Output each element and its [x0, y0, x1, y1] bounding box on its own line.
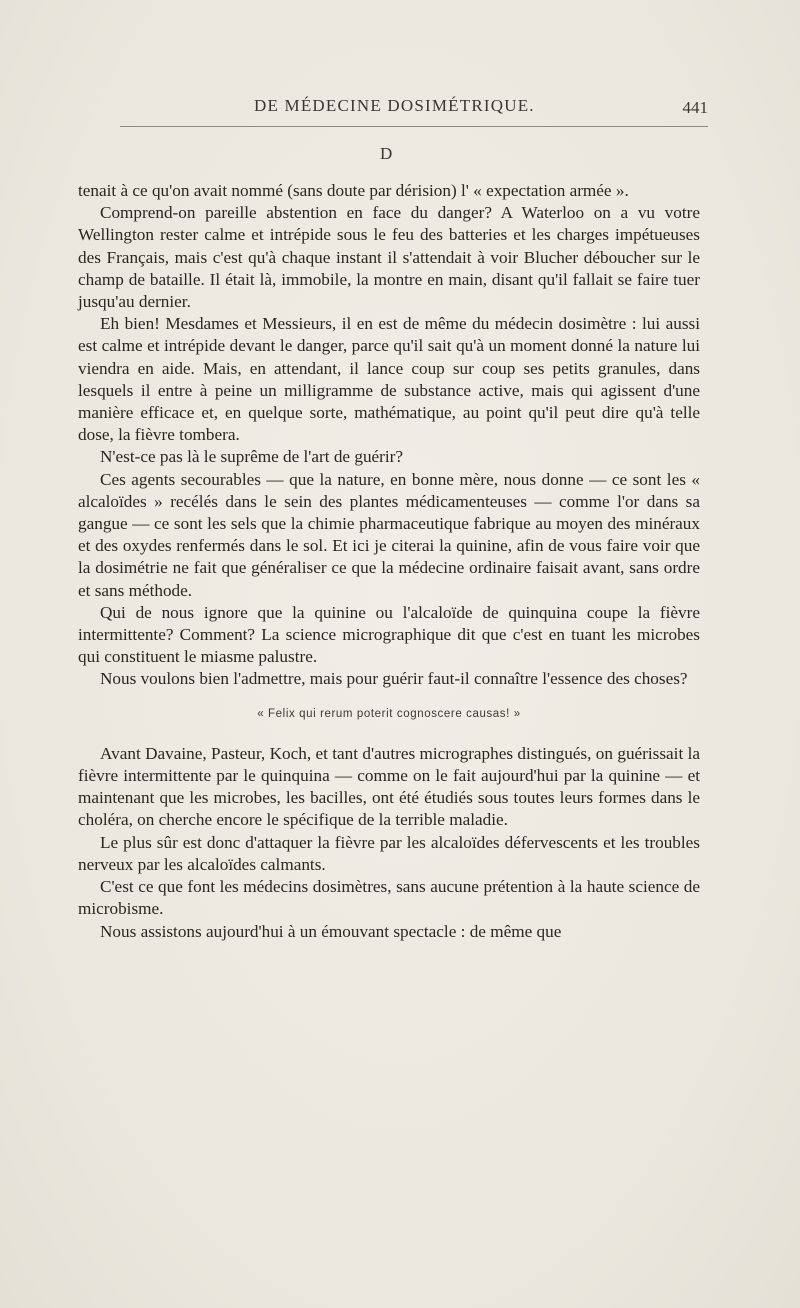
- signature-mark: D: [380, 144, 393, 163]
- paragraph: Ces agents secourables — que la nature, en bonne mère, nous donne — ce sont les « alcaloïdes » recélés dans le sein des plantes médicamenteuses — comme l'or dans sa gangue — ce sont les sels que la chimie pharmaceutique fabrique au moyen des minéraux et des oxydes renfermés dans le sol. Et ici je citerai la quinine, afin de vous faire voir que la dosimétrie ne fait que généraliser ce que la médecine ordinaire faisait avant, sans ordre et sans méthode.: [78, 469, 700, 600]
- paragraph: Qui de nous ignore que la quinine ou l'alcaloïde de quinquina coupe la fièvre intermittente? Comment? La science micrographique dit que c'est en tuant les microbes qui constituent le miasme palustre.: [78, 602, 700, 667]
- paragraph: Avant Davaine, Pasteur, Koch, et tant d'autres micrographes distingués, on guérissait la fièvre intermittente par le quinquina — comme on le fait aujourd'hui par la quinine — et maintenant que les microbes, les bacilles, ont été étudiés sous toutes leurs formes dans le choléra, on cherche encore le spécifique de la terrible maladie.: [78, 743, 700, 830]
- page-header: [78, 96, 708, 120]
- paragraph: C'est ce que font les médecins dosimètres, sans aucune prétention à la haute science de microbisme.: [78, 877, 700, 919]
- paragraph: N'est-ce pas là le suprême de l'art de guérir?: [100, 447, 404, 467]
- paragraph: Nous assistons aujourd'hui à un émouvant spectacle : de même que: [100, 921, 562, 941]
- paragraph: Le plus sûr est donc d'attaquer la fièvre par les alcaloïdes défervescents et les troubles nerveux par les alcaloïdes calmants.: [78, 832, 700, 874]
- latin-quote: « Felix qui rerum poterit cognoscere causas! »: [257, 707, 521, 720]
- paragraph: Nous voulons bien l'admettre, mais pour guérir faut-il connaître l'essence des choses?: [100, 669, 688, 689]
- page-number: 441: [682, 98, 708, 117]
- paragraph: tenait à ce qu'on avait nommé (sans doute par dérision) l' « expectation armée ».: [78, 181, 629, 200]
- paragraph: Eh bien! Mesdames et Messieurs, il en est de même du médecin dosimètre : lui aussi est calme et intrépide devant le danger, parce qu'il sait qu'à un moment donné la nature lui viendra en aide. Mais, en attendant, il lance coup sur coup ses petits granules, dans lesquels il entre à peine un milligramme de substance active, mais qui agissent d'une manière efficace et, en quelque sorte, mathématique, au point qu'il peut dire qu'à telle dose, la fièvre tombera.: [78, 314, 700, 445]
- running-title: DE MÉDECINE DOSIMÉTRIQUE.: [254, 96, 535, 115]
- paragraph: Comprend-on pareille abstention en face du danger? A Waterloo on a vu votre Wellington rester calme et intrépide sous le feu des batteries et les charges impétueuses des Français, mais c'est qu'à chaque instant il s'attendait à voir Blucher déboucher sur le champ de bataille. Il était là, immobile, la montre en main, disant qu'il fallait se faire tuer jusqu'au dernier.: [78, 203, 700, 312]
- body-text: [78, 180, 700, 943]
- header-rule: [120, 126, 708, 127]
